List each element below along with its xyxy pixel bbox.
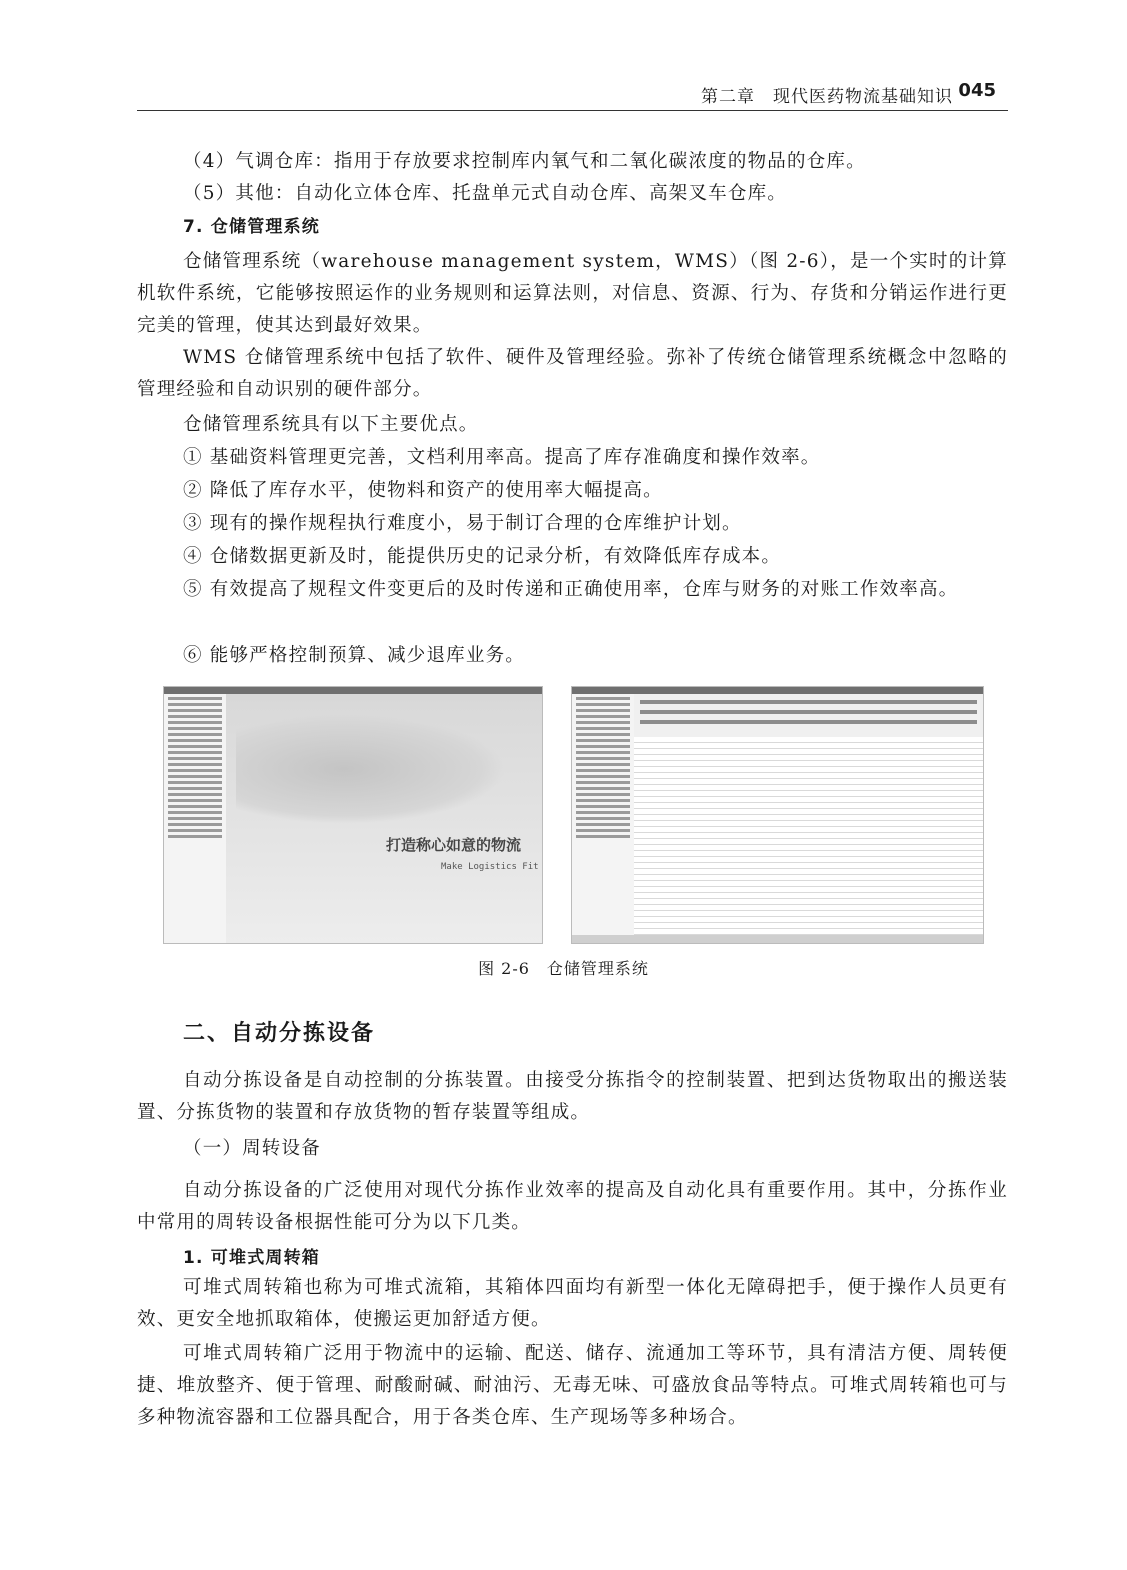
splash-tagline: 打造称心如意的物流: [386, 836, 522, 854]
nav-tree: [164, 694, 227, 943]
wms-table-screenshot: [571, 686, 984, 944]
world-map-image: [236, 714, 506, 824]
section-heading: 二、自动分拣设备: [183, 1021, 376, 1046]
paragraph: 可堆式周转箱也称为可堆式流箱，其箱体四面均有新型一体化无障碍把手，便于操作人员更有效、更安全地抓取箱体，使搬运更加舒适方便。: [137, 1277, 1008, 1330]
window-titlebar: [164, 687, 542, 694]
list-item: ② 降低了库存水平，使物料和资产的使用率大幅提高。: [183, 480, 663, 501]
figure-caption: 图 2-6 仓储管理系统: [478, 959, 649, 978]
page-number: 045: [958, 80, 996, 101]
subheading: （一）周转设备: [183, 1138, 321, 1159]
window-titlebar: [572, 687, 983, 694]
splash-panel: [226, 694, 542, 943]
paragraph: 自动分拣设备是自动控制的分拣装置。由接受分拣指令的控制装置、把到达货物取出的搬送装置、分拣货物的装置和存放货物的暂存装置等组成。: [137, 1070, 1008, 1123]
subheading: 7. 仓储管理系统: [183, 217, 321, 237]
paragraph: 自动分拣设备的广泛使用对现代分拣作业效率的提高及自动化具有重要作用。其中，分拣作业中常用的周转设备根据性能可分为以下几类。: [137, 1180, 1008, 1233]
list-item: ⑥ 能够严格控制预算、减少退库业务。: [183, 645, 525, 666]
list-item: ⑤ 有效提高了规程文件变更后的及时传递和正确使用率，仓库与财务的对账工作效率高。: [183, 579, 959, 600]
list-item: ① 基础资料管理更完善，文档利用率高。提高了库存准确度和操作效率。: [183, 447, 821, 468]
paragraph: （5）其他：自动化立体仓库、托盘单元式自动仓库、高架叉车仓库。: [183, 183, 787, 204]
running-header: [137, 80, 1008, 111]
nav-tree: [572, 694, 635, 943]
status-bar: [572, 935, 983, 943]
splash-subtitle: Make Logistics Fit: [441, 862, 539, 872]
chapter-title: 第二章 现代医药物流基础知识: [701, 87, 953, 107]
wms-splash-screenshot: [163, 686, 543, 944]
paragraph: 仓储管理系统具有以下主要优点。: [183, 414, 479, 435]
data-grid: [634, 737, 983, 935]
paragraph: WMS 仓储管理系统中包括了软件、硬件及管理经验。弥补了传统仓储管理系统概念中忽略的管理经验和自动识别的硬件部分。: [137, 347, 1008, 400]
paragraph: 仓储管理系统（warehouse management system，WMS）（图 2-6），是一个实时的计算机软件系统，它能够按照运作的业务规则和运算法则，对信息、资源、行为、存货和分销运作进行更完美的管理，使其达到最好效果。: [137, 251, 1008, 336]
paragraph: 可堆式周转箱广泛用于物流中的运输、配送、储存、流通加工等环节，具有清洁方便、周转便捷、堆放整齐、便于管理、耐酸耐碱、耐油污、无毒无味、可盛放食品等特点。可堆式周转箱也可与多种物流容器和工位器具配合，用于各类仓库、生产现场等多种场合。: [137, 1343, 1008, 1428]
list-item: ③ 现有的操作规程执行难度小，易于制订合理的仓库维护计划。: [183, 513, 742, 534]
subheading: 1. 可堆式周转箱: [183, 1248, 321, 1268]
paragraph: （4）气调仓库：指用于存放要求控制库内氧气和二氧化碳浓度的物品的仓库。: [183, 151, 866, 172]
list-item: ④ 仓储数据更新及时，能提供历史的记录分析，有效降低库存成本。: [183, 546, 782, 567]
query-toolbar: [634, 694, 983, 738]
